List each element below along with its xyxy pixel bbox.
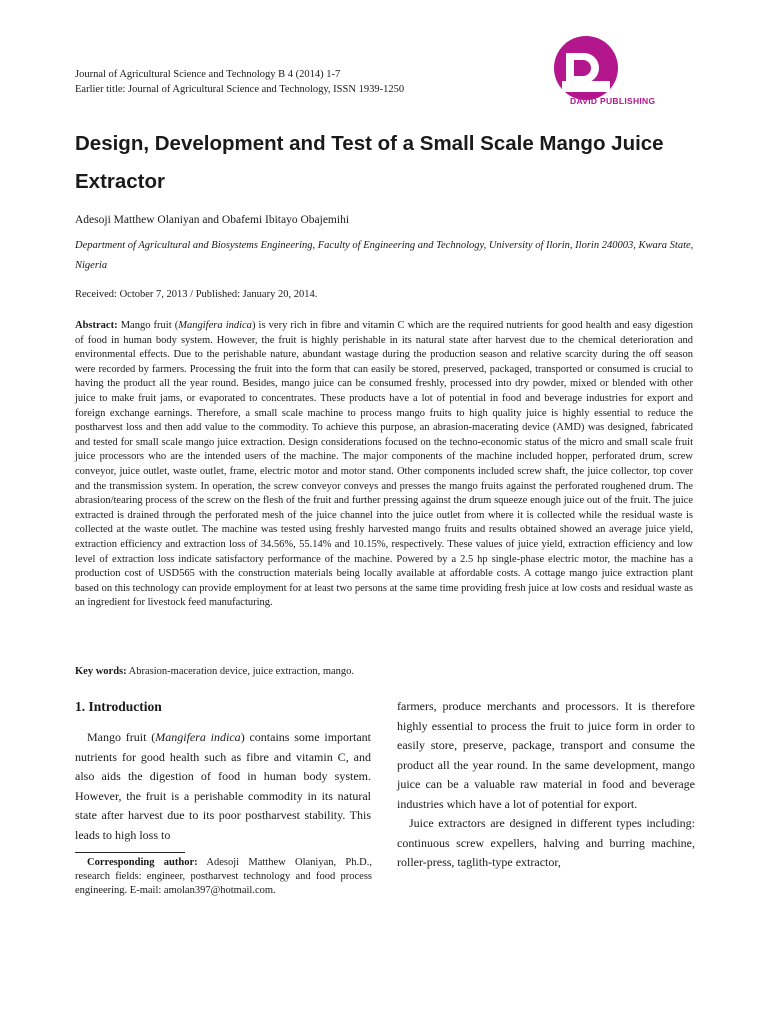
intro-right-paragraph-1: farmers, produce merchants and processors. It is therefore highly essential to process the fruit to juice form in order to easily store, preserve, package, transport and consume the product all the year round. In the same development, mango juice can be a valuable raw material in food and beverage industries which have a lot of potential for export. (397, 699, 695, 811)
footnote-text: Adesoji Matthew Olaniyan, Ph.D., research fields: engineer, postharvest technology and food process engineering. E-mail: amolan397@hotmail.com. (75, 857, 372, 896)
footnote-label: Corresponding author: (87, 857, 198, 868)
keywords-label: Key words: (75, 666, 127, 677)
intro-left-text: ) contains some important nutrients for good health such as fibre and vitamin C, and also aids the digestion of food in human body system. However, the fruit is a perishable commodity in its natural state after harvest due to its poor postharvest stability. This leads to high loss to (75, 730, 372, 842)
intro-left-column (75, 728, 371, 845)
journal-header (75, 67, 404, 97)
abstract-text-start: Mango fruit ( (120, 320, 179, 331)
paper-title: Design, Development and Test of a Small Scale Mango Juice Extractor (75, 132, 664, 193)
abstract-label: Abstract: (75, 320, 118, 331)
publisher-logo-text: DAVID PUBLISHING (570, 96, 656, 106)
abstract (75, 319, 693, 611)
corresponding-author-footnote (75, 856, 372, 898)
journal-citation: Journal of Agricultural Science and Technology B 4 (2014) 1-7 (75, 69, 341, 80)
authors: Adesoji Matthew Olaniyan and Obafemi Ibitayo Obajemihi (75, 214, 350, 226)
affiliation: Department of Agricultural and Biosystems Engineering, Faculty of Engineering and Technology, University of Ilorin, Ilorin 240003, Kwara State, Nigeria (75, 240, 694, 271)
keywords-text: Abrasion-maceration device, juice extraction, mango. (126, 666, 355, 677)
received-date: Received: October 7, 2013 / Published: January 20, 2014. (75, 289, 318, 300)
intro-species: Mangifera indica (155, 730, 241, 744)
keywords (75, 666, 354, 677)
journal-earlier-title: Earlier title: Journal of Agricultural Science and Technology, ISSN 1939-1250 (75, 84, 405, 95)
footnote-divider (75, 852, 185, 853)
intro-right-column (397, 697, 695, 873)
intro-right-paragraph-2: Juice extractors are designed in different types including: continuous screw expellers, halving and burring machine, roller-press, taglith-type extractor, (397, 816, 695, 869)
intro-left-start: Mango fruit ( (87, 730, 156, 744)
abstract-species: Mangifera indica (178, 320, 252, 331)
abstract-text: ) is very rich in fibre and vitamin C which are the required nutrients for good health and easy digestion of food in human body system. However, the fruit is highly perishable in its natural state after harvest due to the chemical deterioration and environmental effects. Due to the perishable nature, abundant wastage during the production season and relative scarcity during the off season were recorded by farmers. Processing the fruit into the form that can easily be stored, preserved, packaged, transported or consumed is crucial to having the product all the year round. Besides, mango juice can be consumed freshly, processed into dry powder, mixed or blended with other juice to make fruit jams, or evaporated to concentrates. These products have a lot of potential in food and beverage industries for export and foreign exchange earnings. Therefore, a small scale machine to process mango fruits to high quality juice is highly essential to reduce the postharvest loss and then add value to the commodity. To achieve this purpose, an abrasion-macerating device (AMD) was designed, fabricated and tested for small scale mango juice extraction. Design considerations focused on the techno-economic status of the micro and small scale fruit juice processors who are the intended users of the machine. The major components of the machine included hopper, perforated drum, screw conveyor, juice outlet, waste outlet, frame, electric motor and motor stand. Other components included screw shaft, the juice collector, top cover and the transmission system. In operation, the screw conveyor conveys and presses the mango fruits against the perforated roughened drum. The abrasion/tearing process of the screw on the flesh of the fruit and further pressing against the drum squeeze enough juice out of the fruit. The juice extracted is drained through the perforated mesh of the juice channel into the juice outlet from where it is collected while the residual waste is collected at the waste outlet. The machine was tested using freshly harvested mango fruits and results obtained showed an average juice yield, extraction efficiency and extraction loss of 34.56%, 55.14% and 10.15%, respectively. These values of juice yield, extraction efficiency and low level of extraction loss indicate satisfactory performance of the machine. Powered by a 2.5 hp single-phase electric motor, the machine has a production cost of USD565 with the construction materials being locally available at affordable costs. A cottage mango juice extraction plant based on this technology can provide employment for at least two persons at the same time providing fresh juice at low costs and residual waste as an ingredient for livestock feed manufacturing. (75, 320, 693, 609)
publisher-logo (548, 34, 708, 114)
section-heading-introduction: 1. Introduction (75, 699, 162, 714)
